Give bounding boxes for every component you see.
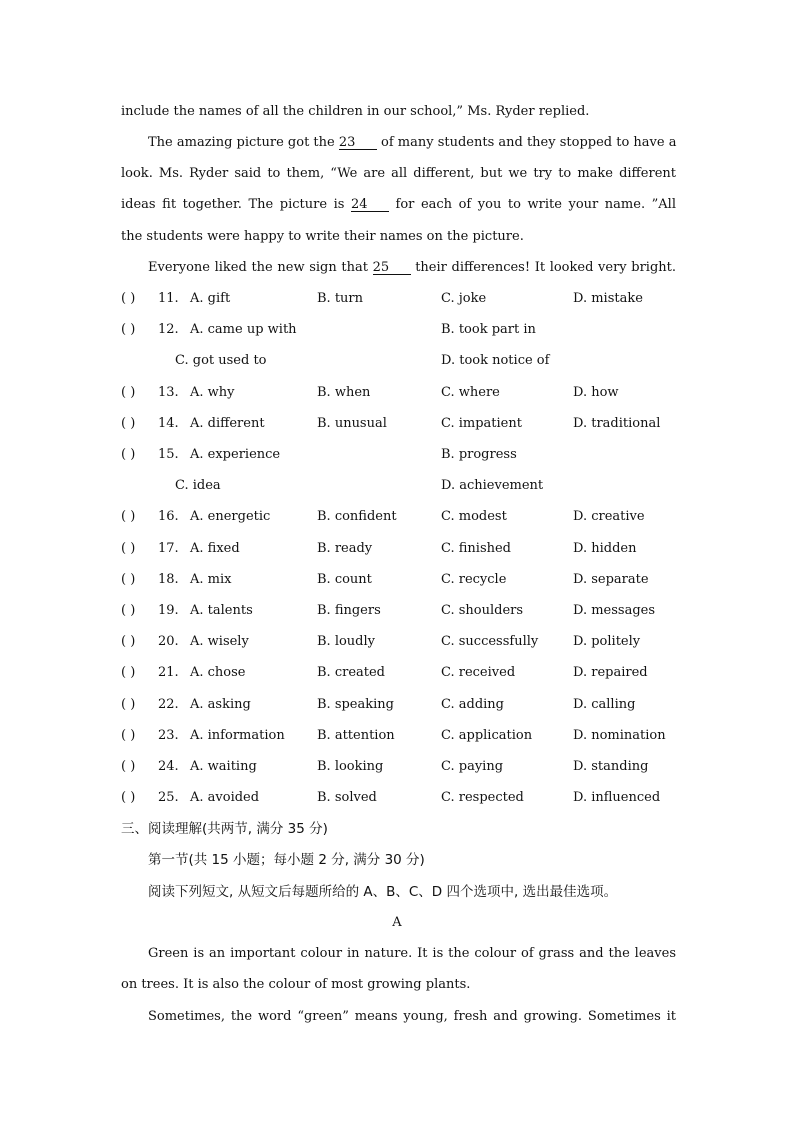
question-number: 20. <box>158 634 179 649</box>
question-row <box>0 759 794 775</box>
question-row <box>0 697 794 713</box>
question-row <box>0 385 794 401</box>
question-row <box>0 509 794 525</box>
passage-text: for each of you to write your name. ”All <box>388 197 676 212</box>
option-a: A. different <box>190 416 265 431</box>
question-number: 24. <box>158 759 179 774</box>
option-c: C. finished <box>441 541 512 556</box>
question-row-continued <box>0 353 794 369</box>
passage-text: of many students and they stopped to have a <box>376 135 677 150</box>
option-a: A. chose <box>190 665 246 680</box>
passage-line: the students were happy to write their names on the picture. <box>121 229 524 244</box>
option-b: B. looking <box>317 759 384 774</box>
option-d: D. influenced <box>573 790 661 805</box>
question-row <box>0 416 794 432</box>
option-a: A. avoided <box>190 790 260 805</box>
option-c: C. respected <box>441 790 524 805</box>
passage-text: The amazing picture got the <box>148 135 339 150</box>
question-number: 23. <box>158 728 179 743</box>
option-d: D. separate <box>573 572 649 587</box>
blank-23: 23 <box>339 136 377 150</box>
option-a: A. fixed <box>190 541 240 556</box>
question-number: 11. <box>158 291 179 306</box>
option-c: C. where <box>441 385 500 400</box>
option-a: A. asking <box>190 697 251 712</box>
option-c: C. joke <box>441 291 487 306</box>
question-row <box>0 790 794 806</box>
blank-24: 24 <box>351 198 389 212</box>
answer-paren: ( ) <box>121 291 136 306</box>
section-heading: 三、阅读理解(共两节, 满分 35 分) <box>121 821 328 837</box>
option-d: D. creative <box>573 509 645 524</box>
option-a: A. information <box>190 728 285 743</box>
option-d: D. nomination <box>573 728 666 743</box>
option-b: B. fingers <box>317 603 381 618</box>
question-number: 25. <box>158 790 179 805</box>
passage-text: their differences! It looked very bright. <box>410 260 677 275</box>
answer-paren: ( ) <box>121 728 136 743</box>
passage-text: ideas fit together. The picture is <box>121 197 351 212</box>
answer-paren: ( ) <box>121 697 136 712</box>
option-c: C. paying <box>441 759 504 774</box>
option-a: A. why <box>190 385 235 400</box>
option-c: C. received <box>441 665 516 680</box>
answer-paren: ( ) <box>121 790 136 805</box>
option-b: B. loudly <box>317 634 375 649</box>
passage-line: on trees. It is also the colour of most growing plants. <box>121 977 471 992</box>
blank-25: 25 <box>373 261 411 275</box>
answer-paren: ( ) <box>121 322 136 337</box>
answer-paren: ( ) <box>121 603 136 618</box>
option-d: D. took notice of <box>441 353 550 368</box>
question-number: 19. <box>158 603 179 618</box>
question-row <box>0 634 794 650</box>
option-b: B. turn <box>317 291 364 306</box>
question-row <box>0 541 794 557</box>
question-row <box>0 572 794 588</box>
option-d: D. repaired <box>573 665 648 680</box>
option-a: A. wisely <box>190 634 249 649</box>
passage-line <box>148 260 676 276</box>
option-d: D. standing <box>573 759 649 774</box>
option-b: B. when <box>317 385 371 400</box>
option-b: B. speaking <box>317 697 394 712</box>
option-c: C. impatient <box>441 416 522 431</box>
question-number: 17. <box>158 541 179 556</box>
answer-paren: ( ) <box>121 416 136 431</box>
option-d: D. calling <box>573 697 636 712</box>
answer-paren: ( ) <box>121 541 136 556</box>
option-d: D. achievement <box>441 478 544 493</box>
question-row <box>0 322 794 338</box>
option-b: B. took part in <box>441 322 536 337</box>
option-a: A. energetic <box>190 509 271 524</box>
question-number: 22. <box>158 697 179 712</box>
option-d: D. politely <box>573 634 641 649</box>
option-b: B. ready <box>317 541 373 556</box>
option-a: A. talents <box>190 603 253 618</box>
option-b: B. unusual <box>317 416 387 431</box>
option-b: B. progress <box>441 447 517 462</box>
option-d: D. messages <box>573 603 656 618</box>
passage-label: A <box>392 915 402 930</box>
question-number: 16. <box>158 509 179 524</box>
option-d: D. mistake <box>573 291 643 306</box>
answer-paren: ( ) <box>121 385 136 400</box>
question-row <box>0 603 794 619</box>
option-c: C. idea <box>175 478 221 493</box>
answer-paren: ( ) <box>121 759 136 774</box>
answer-paren: ( ) <box>121 665 136 680</box>
answer-paren: ( ) <box>121 634 136 649</box>
option-a: A. mix <box>190 572 232 587</box>
passage-line: look. Ms. Ryder said to them, “We are all different, but we try to make different <box>121 166 676 181</box>
option-b: B. created <box>317 665 385 680</box>
option-d: D. how <box>573 385 619 400</box>
option-b: B. confident <box>317 509 397 524</box>
question-row <box>0 728 794 744</box>
option-b: B. count <box>317 572 372 587</box>
option-c: C. shoulders <box>441 603 524 618</box>
option-b: B. solved <box>317 790 377 805</box>
question-number: 12. <box>158 322 179 337</box>
passage-line <box>121 197 676 213</box>
option-c: C. application <box>441 728 533 743</box>
passage-line: Sometimes, the word “green” means young, fresh and growing. Sometimes it <box>148 1009 676 1024</box>
answer-paren: ( ) <box>121 447 136 462</box>
option-c: C. got used to <box>175 353 267 368</box>
section-instruction: 阅读下列短文, 从短文后每题所给的 A、B、C、D 四个选项中, 选出最佳选项。 <box>148 884 618 900</box>
question-row-continued <box>0 478 794 494</box>
option-a: A. waiting <box>190 759 257 774</box>
passage-line <box>148 135 676 151</box>
answer-paren: ( ) <box>121 572 136 587</box>
option-c: C. modest <box>441 509 507 524</box>
option-a: A. came up with <box>190 322 297 337</box>
option-d: D. traditional <box>573 416 661 431</box>
answer-paren: ( ) <box>121 509 136 524</box>
question-row <box>0 447 794 463</box>
option-c: C. successfully <box>441 634 539 649</box>
question-row <box>0 291 794 307</box>
question-number: 14. <box>158 416 179 431</box>
passage-line: include the names of all the children in our school,” Ms. Ryder replied. <box>121 104 590 119</box>
question-number: 18. <box>158 572 179 587</box>
passage-line: Green is an important colour in nature. It is the colour of grass and the leaves <box>148 946 676 961</box>
option-c: C. recycle <box>441 572 507 587</box>
question-number: 21. <box>158 665 179 680</box>
section-part-heading: 第一节(共 15 小题；每小题 2 分, 满分 30 分) <box>148 852 425 868</box>
passage-text: Everyone liked the new sign that <box>148 260 373 275</box>
option-d: D. hidden <box>573 541 637 556</box>
question-number: 15. <box>158 447 179 462</box>
option-c: C. adding <box>441 697 504 712</box>
question-number: 13. <box>158 385 179 400</box>
option-b: B. attention <box>317 728 395 743</box>
option-a: A. gift <box>190 291 231 306</box>
question-row <box>0 665 794 681</box>
option-a: A. experience <box>190 447 281 462</box>
